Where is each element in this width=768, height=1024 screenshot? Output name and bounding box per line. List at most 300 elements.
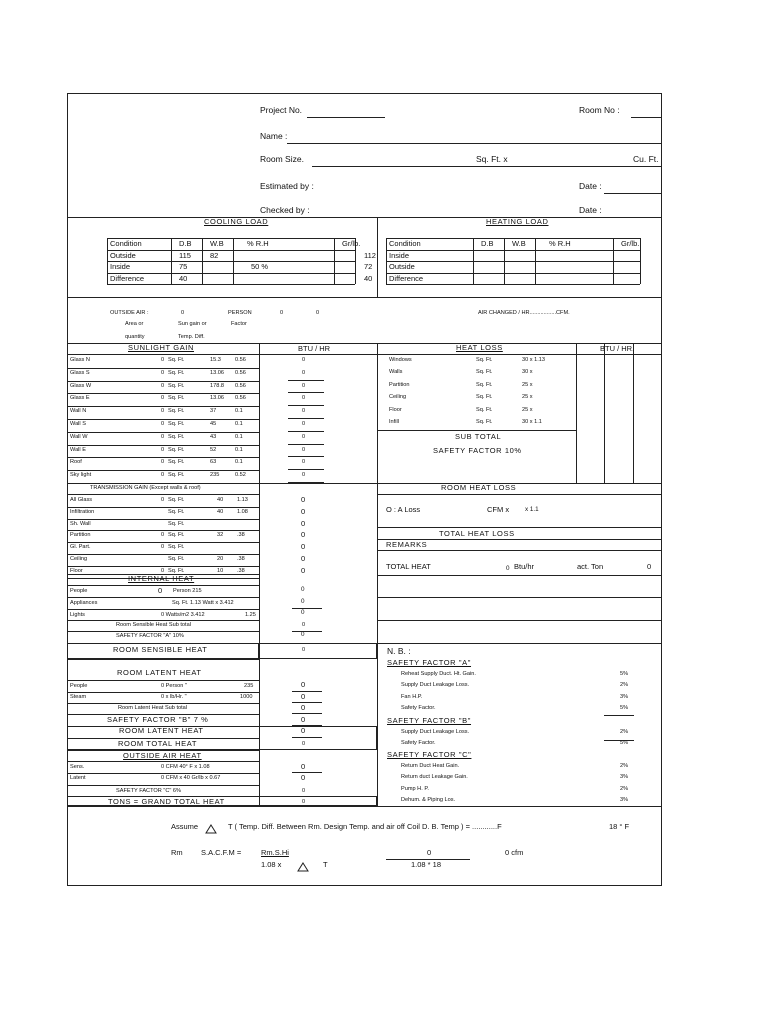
sunlight-row-unit: Sq. Ft. [168, 382, 185, 389]
heating-table-col [535, 238, 536, 284]
assume-value: 18 ° F [609, 822, 630, 831]
sunlight-row-factor: 178.8 [210, 382, 224, 389]
tons-grand-total-label: TONS = GRAND TOTAL HEAT [108, 797, 225, 806]
room-latent-heat-title: ROOM LATENT HEAT [117, 668, 202, 677]
trans-row-rule [67, 554, 259, 555]
heat-loss-row-unit: Sq. Ft. [476, 419, 493, 425]
trans-row-rule [67, 566, 259, 567]
sunlight-row-name: Wall S [70, 421, 86, 427]
nb-item-value: 5% [620, 705, 629, 712]
trans-row-qty: 0 [161, 567, 165, 574]
sunlight-row-underline [288, 380, 324, 381]
cooling-table-rule [107, 238, 355, 239]
main-grid-bottom [67, 806, 662, 807]
rlh-rth-box [67, 726, 377, 750]
trans-row-rule [67, 519, 259, 520]
project-no-line [307, 117, 385, 118]
room-no-label: Room No : [579, 105, 620, 115]
sunlight-row-factor: 15.3 [210, 357, 221, 363]
sunlight-row-rule [67, 406, 259, 407]
cooling-cell: Difference [110, 273, 145, 283]
nb-item-label: Safety Factor. [401, 705, 436, 712]
rsh-subtotal-value: 0 [302, 622, 306, 628]
sunlight-row-qty: 0 [161, 395, 165, 402]
sunlight-row-btu: 0 [302, 369, 306, 376]
sq-ft-label: Sq. Ft. x [476, 154, 508, 164]
nb-safety-b-title: SAFETY FACTOR "B" [387, 716, 472, 725]
trans-row-unit: Sq. Ft. [168, 532, 185, 539]
trans-row-gain: .38 [237, 567, 245, 574]
oa-loss-label: O : A Loss [386, 505, 421, 514]
heat-loss-row-name: Partition [389, 381, 410, 388]
sunlight-row-name: Wall N [70, 408, 87, 415]
heat-loss-row-unit: Sq. Ft. [476, 406, 493, 413]
sunlight-row-factor: 43 [210, 433, 217, 440]
cooling-table-rule [107, 261, 355, 262]
right-blank-rule-2 [377, 620, 662, 621]
heating-table-col [640, 238, 641, 284]
cooling-load-title: COOLING LOAD [204, 217, 269, 226]
rsh-subtotal-rule [67, 631, 259, 632]
trans-row-unit: Sq. Ft. [168, 508, 185, 515]
sunlight-row-unit: Sq. Ft. [168, 446, 185, 453]
factor-label: Factor [231, 321, 247, 327]
sunlight-row-gain: 0.52 [235, 472, 246, 479]
cooling-cell: 112 [364, 250, 376, 260]
sunlight-row-underline [288, 456, 324, 457]
loads-divider [377, 217, 378, 297]
trans-row-factor: 40 [217, 508, 224, 515]
right-blank-rule-3 [377, 643, 662, 644]
nb-a-total-underline [604, 715, 634, 716]
quantity-label: quantity [125, 334, 145, 340]
safety-b-label: SAFETY FACTOR "B" 7 % [107, 715, 209, 724]
heat-loss-row-name: Ceiling [389, 394, 407, 401]
lights-label: Lights [70, 612, 85, 618]
sunlight-row-btu: 0 [302, 472, 306, 479]
latent-people-label: People [70, 683, 88, 689]
sunlight-row-name: Glass S [70, 369, 90, 376]
lights-factor: 1.25 [245, 612, 256, 618]
sunlight-row-rule [67, 393, 259, 394]
delta-icon-2 [297, 862, 309, 872]
steam-factor: 1000 [240, 694, 253, 700]
cooling-header-cell: Condition [110, 239, 142, 248]
latent-rule [67, 785, 259, 786]
sunlight-row-factor: 45 [210, 421, 217, 427]
outside-air-heat-title: OUTSIDE AIR HEAT [123, 751, 202, 760]
air-changed-label: AIR CHANGED / HR.................CFM. [478, 310, 570, 316]
sens-rule [67, 773, 259, 774]
sunlight-row-btu: 0 [302, 395, 306, 402]
trans-row-name: Infiltration [70, 508, 95, 515]
nb-item-value: 2% [620, 785, 629, 792]
sunlight-row-btu: 0 [302, 459, 306, 466]
heat-loss-row-factor: 25 x [522, 394, 533, 401]
rth-label: ROOM TOTAL HEAT [118, 739, 198, 748]
cooling-cell: 75 [179, 262, 188, 271]
nb-item-label: Return duct Leakage Gain. [401, 774, 468, 781]
trans-row-btu: 0 [301, 506, 306, 516]
trans-row-btu: 0 [301, 518, 306, 528]
room-heat-loss-title: ROOM HEAT LOSS [441, 483, 517, 492]
rsh-value: 0 [302, 647, 306, 653]
sunlight-row-qty: 0 [161, 369, 165, 376]
cooling-header-cell: % R.H [247, 239, 269, 248]
heating-table-rule [386, 250, 640, 251]
tempdiff-label: Temp. Diff. [178, 334, 205, 340]
sunlight-row-gain: 0.56 [235, 357, 246, 363]
sunlight-row-qty: 0 [161, 357, 165, 363]
cooling-cell: 82 [210, 250, 219, 260]
room-heat-loss-rule [377, 494, 662, 495]
nb-item-label: Fan H.P. [401, 693, 423, 700]
grand-total-value: 0 [302, 799, 306, 805]
heating-table-col [504, 238, 505, 284]
heating-header-cell: % R.H [549, 239, 571, 248]
trans-row-unit: Sq. Ft. [168, 520, 185, 527]
cooling-header-cell: Gr/lb. [342, 239, 361, 248]
trans-row-rule [67, 530, 259, 531]
sunlight-row-underline [288, 431, 324, 432]
sunlight-row-unit: Sq. Ft. [168, 395, 185, 402]
rsh-label-box [67, 643, 259, 659]
heating-table-rule [386, 261, 640, 262]
rlh-label: ROOM LATENT HEAT [119, 726, 204, 735]
assume-text: T ( Temp. Diff. Between Rm. Design Temp. and air off Coil D. B. Temp ) = ............F [228, 822, 502, 831]
total-heat-label: TOTAL HEAT [386, 562, 431, 571]
cooling-table-rule [107, 250, 355, 251]
rsh-box [259, 643, 377, 659]
cu-ft-label: Cu. Ft. [633, 154, 659, 164]
sunlight-row-factor: 13.06 [210, 369, 224, 376]
outside-air-val3: 0 [316, 310, 320, 316]
nb-title: N. B. : [387, 646, 411, 656]
trans-row-factor: 20 [217, 556, 224, 562]
heat-loss-col-2 [604, 343, 605, 483]
sunlight-row-gain: 0.1 [235, 421, 243, 427]
trans-row-gain: .38 [237, 556, 245, 562]
sunlight-row-underline [288, 418, 324, 419]
heat-loss-col-3 [633, 343, 634, 483]
heating-table-col [473, 238, 474, 284]
people-label: People [70, 588, 88, 594]
safety-factor-10-label: SAFETY FACTOR 10% [433, 446, 522, 455]
sunlight-row-qty: 0 [161, 433, 165, 440]
rlh-value: 0 [301, 726, 306, 735]
heating-table-rule [386, 284, 640, 285]
sunlight-row-btu: 0 [302, 446, 306, 453]
transmission-title: TRANSMISSION GAIN (Except walls & roof) [90, 485, 201, 491]
heating-table-rule [386, 273, 640, 274]
cooling-cell: Inside [110, 262, 131, 271]
delta-icon [205, 824, 217, 834]
lights-mid: 0 Watts/m2 3.412 [161, 612, 205, 618]
appliances-label: Appliances [70, 600, 98, 606]
heat-loss-row-name: Windows [389, 357, 412, 363]
total-heat-value: 0 [506, 565, 510, 572]
sunlight-row-underline [288, 405, 324, 406]
den1-label: 1.08 x [261, 860, 282, 869]
sunlight-row-gain: 0.56 [235, 382, 246, 389]
tons-box [67, 796, 377, 806]
estimated-by-label: Estimated by : [260, 181, 314, 191]
nb-item-label: Safety Factor. [401, 740, 436, 747]
sunlight-row-btu: 0 [302, 408, 306, 415]
trans-row-unit: Sq. Ft. [168, 567, 185, 574]
cooling-table-col [171, 238, 172, 284]
room-size-line [312, 166, 662, 167]
total-heat-rule [377, 575, 662, 576]
nb-item-value: 5% [620, 740, 629, 747]
trans-row-gain: 1.13 [237, 497, 248, 503]
nb-item-value: 3% [620, 693, 629, 700]
cooling-table-col [334, 238, 335, 284]
cooling-cell: 50 % [251, 262, 269, 271]
trans-row-factor: 10 [217, 567, 224, 574]
lights-rule [67, 620, 259, 621]
t-label: T [323, 860, 328, 869]
outside-air-val: 0 [181, 310, 185, 316]
safety-a-underline [292, 631, 322, 632]
sunlight-row-factor: 63 [210, 459, 217, 466]
sunlight-header-rule [67, 354, 377, 355]
cooling-table-col [233, 238, 234, 284]
sunlight-row-qty: 0 [161, 408, 165, 415]
room-sensible-heat-title: ROOM SENSIBLE HEAT [113, 645, 208, 654]
safety-a-value: 0 [301, 631, 305, 638]
sunlight-row-name: Wall E [70, 446, 86, 453]
cooling-cell: 72 [364, 262, 373, 271]
trans-row-name: Gl. Part. [70, 544, 91, 551]
trans-row-name: Ceiling [70, 556, 88, 562]
sunlight-row-gain: 0.56 [235, 369, 246, 376]
trans-row-btu: 0 [301, 565, 306, 575]
cooling-cell: 115 [179, 250, 191, 260]
sunlight-row-underline [288, 469, 324, 470]
nb-safety-a-title: SAFETY FACTOR "A" [387, 658, 472, 667]
trans-row-btu: 0 [301, 495, 306, 504]
heat-loss-rows-end [377, 430, 576, 431]
sunlight-row-unit: Sq. Ft. [168, 459, 185, 466]
heat-loss-row-factor: 30 x [522, 369, 533, 376]
sunlight-row-rule [67, 470, 259, 471]
rlh-subtotal-underline [292, 713, 322, 714]
latent-label: Latent [70, 775, 86, 781]
cooling-cell: Outside [110, 250, 136, 260]
heat-loss-row-factor: 30 x 1.13 [522, 357, 546, 363]
sunlight-row-gain: 0.1 [235, 459, 243, 466]
remarks-label: REMARKS [386, 540, 428, 549]
trans-row-factor: 40 [217, 497, 224, 503]
trans-row-unit: Sq. Ft. [168, 497, 185, 503]
heating-header-cell: Condition [389, 239, 421, 248]
internal-header-rule [67, 585, 259, 586]
appliances-rule [67, 609, 259, 610]
nb-item-value: 2% [620, 729, 629, 735]
heat-loss-row-factor: 30 x 1.1 [522, 419, 542, 425]
sens-label: Sens. [70, 764, 85, 770]
sungain-label: Sun gain or [178, 321, 207, 327]
heat-loss-row-name: Walls [389, 369, 403, 376]
heat-loss-col-1 [576, 343, 577, 483]
sunlight-row-underline [288, 392, 324, 393]
heating-header-cell: Gr/lb. [621, 239, 640, 248]
sens-mid: 0 CFM 40° F x 1.08 [161, 764, 210, 770]
sunlight-row-rule [67, 381, 259, 382]
cooling-header-cell: D.B [179, 239, 192, 248]
act-ton-label: act. Ton [577, 562, 604, 571]
people-unit: Person 215 [173, 588, 202, 594]
sunlight-row-name: Glass E [70, 395, 90, 402]
steam-value: 0 [301, 692, 306, 701]
person-val: 0 [280, 310, 284, 316]
sub-total-label: SUB TOTAL [455, 432, 502, 441]
heating-load-title: HEATING LOAD [486, 217, 549, 226]
cooling-table-col [107, 238, 108, 284]
sunlight-row-name: Sky light [70, 472, 92, 479]
sunlight-row-name: Wall W [70, 433, 88, 440]
heat-loss-row-name: Infill [389, 419, 399, 425]
sunlight-row-gain: 0.56 [235, 395, 246, 402]
people-btu: 0 [301, 586, 305, 593]
nb-item-label: Supply Duct Leakage Loss. [401, 682, 470, 689]
cooling-cell: 40 [364, 273, 373, 283]
nb-item-value: 5% [620, 671, 629, 677]
heat-loss-row-unit: Sq. Ft. [476, 357, 493, 363]
sunlight-row-qty: 0 [161, 382, 165, 389]
sunlight-row-name: Roof [70, 459, 82, 466]
heat-loss-row-factor: 25 x [522, 381, 533, 388]
lights-underline [292, 608, 322, 609]
heat-loss-row-unit: Sq. Ft. [476, 369, 493, 376]
outside-air-top-rule [67, 297, 662, 298]
nb-item-label: Return Duct Heat Gain. [401, 763, 460, 769]
area-or-label: Area or [125, 321, 144, 327]
nb-item-label: Dehum. & Piping Los. [401, 797, 456, 804]
sunlight-row-unit: Sq. Ft. [168, 408, 185, 415]
rlh-subtotal-value: 0 [301, 703, 306, 712]
nb-b-total-underline [604, 740, 634, 741]
trans-row-rule [67, 542, 259, 543]
transmission-top-rule [67, 483, 662, 484]
trans-row-btu: 0 [301, 542, 306, 552]
name-label: Name : [260, 131, 288, 141]
sunlight-row-underline [288, 444, 324, 445]
trans-row-unit: Sq. Ft. [168, 544, 185, 551]
heat-loss-btu-header: BTU / HR. [600, 344, 635, 353]
safety-c-label: SAFETY FACTOR "C" 6% [116, 788, 181, 794]
oah-header-rule [67, 761, 259, 762]
num0-label: 0 [427, 848, 432, 857]
trans-row-gain: .38 [237, 532, 245, 539]
steam-underline [292, 702, 322, 703]
nb-item-value: 3% [620, 774, 629, 781]
right-blank-rule-1 [377, 597, 662, 598]
sunlight-row-btu: 0 [302, 421, 306, 427]
den2-label: 1.08 * 18 [411, 860, 442, 869]
appliances-mid: Sq. Ft. 1.13 Watt x 3.412 [172, 600, 234, 606]
trans-row-qty: 0 [161, 544, 165, 551]
nb-item-value: 2% [620, 763, 629, 769]
people-qty: 0 [158, 586, 163, 595]
date-label-1: Date : [579, 181, 602, 191]
heat-loss-row-factor: 25 x [522, 406, 533, 413]
nb-item-label: Pump H. P. [401, 785, 429, 792]
lights-btu: 0 [301, 609, 305, 616]
name-line [287, 143, 662, 144]
act-ton-value: 0 [647, 562, 652, 571]
latent-people-factor: 235 [244, 683, 254, 689]
btu-hr-label: Btu/hr [514, 562, 535, 571]
sunlight-row-qty: 0 [161, 421, 165, 427]
sunlight-row-factor: 52 [210, 446, 217, 453]
sunlight-row-rule [67, 419, 259, 420]
heating-cell: Outside [389, 262, 415, 271]
heating-table-col [386, 238, 387, 284]
sunlight-row-btu: 0 [302, 433, 306, 440]
date-line-1 [604, 193, 662, 194]
person-label: PERSON [228, 310, 252, 316]
sunlight-row-unit: Sq. Ft. [168, 421, 185, 427]
total-heat-loss-title: TOTAL HEAT LOSS [439, 529, 515, 538]
sunlight-row-qty: 0 [161, 472, 165, 479]
sunlight-row-gain: 0.1 [235, 408, 243, 415]
sens-underline [292, 772, 322, 773]
sunlight-row-rule [67, 432, 259, 433]
cooling-header-cell: W.B [210, 239, 224, 248]
heating-cell: Difference [389, 273, 424, 283]
assume-label: Assume [171, 822, 199, 831]
trans-row-btu: 0 [301, 530, 306, 540]
latent-people-underline [292, 691, 322, 692]
room-size-label: Room Size. [260, 154, 304, 164]
latent-value: 0 [301, 773, 306, 782]
nb-item-label: Reheat Supply Duct. Ht. Gain. [401, 671, 476, 677]
rsh-subtotal-label: Room Sensible Heat Sub total [116, 622, 191, 628]
heat-loss-header-rule [377, 354, 662, 355]
transmission-header-rule [67, 494, 259, 495]
trans-row-gain: 1.08 [237, 508, 248, 515]
heating-header-cell: D.B [481, 239, 494, 248]
sunlight-row-qty: 0 [161, 446, 165, 453]
rlh-subtotal-label: Room Latent Heat Sub total [118, 705, 188, 711]
rsh-rule [67, 659, 259, 660]
latent-people-value: 0 [301, 680, 306, 689]
sunlight-row-unit: Sq. Ft. [168, 472, 185, 479]
sunlight-row-qty: 0 [161, 459, 165, 466]
trans-row-qty: 0 [161, 497, 165, 503]
loads-top-rule [67, 217, 662, 218]
cfm-result: 0 cfm [505, 848, 524, 857]
sens-value: 0 [301, 762, 306, 771]
trans-row-name: All Glass [70, 497, 93, 503]
trans-row-factor: 32 [217, 532, 224, 539]
nb-item-label: Supply Duct Leakage Loss. [401, 729, 470, 735]
heating-cell: Inside [389, 250, 410, 260]
sunlight-row-gain: 0.1 [235, 446, 243, 453]
people-rule [67, 597, 259, 598]
rth-value: 0 [302, 741, 306, 747]
rmshi-label: Rm.S.Hi [261, 848, 289, 857]
internal-heat-title: INTERNAL HEAT [128, 574, 195, 583]
safety-a-label: SAFETY FACTOR "A" 10% [116, 633, 184, 639]
cooling-cell: 40 [179, 273, 188, 283]
sunlight-row-name: Glass N [70, 357, 90, 363]
checked-by-label: Checked by : [260, 205, 310, 215]
room-no-line [631, 117, 662, 118]
sunlight-gain-title: SUNLIGHT GAIN [128, 343, 195, 352]
